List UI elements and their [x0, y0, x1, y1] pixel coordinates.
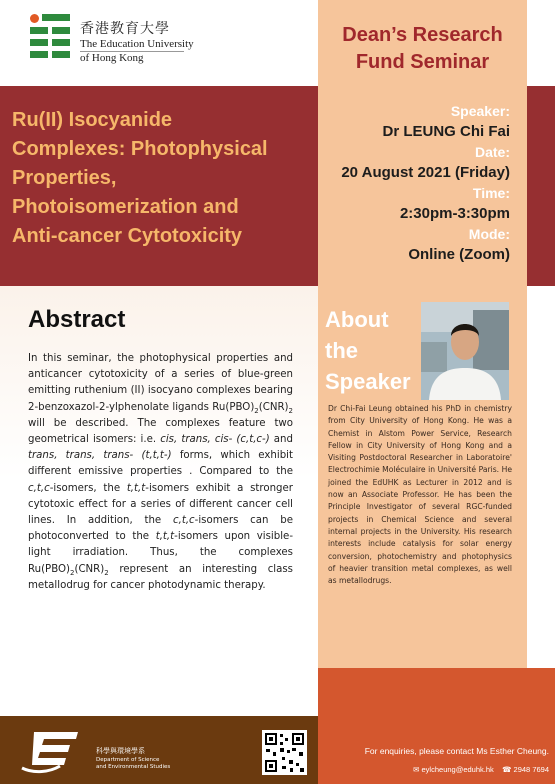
mode-label: Mode: [468, 226, 510, 242]
qr-code-icon[interactable] [262, 730, 307, 775]
contact-email[interactable]: eylcheung@eduhk.hk [421, 765, 494, 774]
seminar-title: Dean’s Research Fund Seminar [342, 24, 503, 73]
phone-icon: ☎ [502, 765, 512, 774]
department-name-zh: 科學與環境學系 [96, 747, 145, 755]
department-name-en: Department of Science and Environmental Studies [96, 757, 171, 770]
speaker-label: Speaker: [450, 103, 510, 119]
event-info [330, 101, 510, 265]
speaker-name: Dr LEUNG Chi Fai [382, 123, 510, 140]
event-mode: Online (Zoom) [408, 246, 510, 263]
event-time: 2:30pm-3:30pm [399, 205, 510, 222]
date-label: Date: [474, 144, 510, 160]
university-logo-icon [30, 14, 74, 68]
time-label: Time: [472, 185, 510, 201]
abstract-heading: Abstract [28, 306, 126, 333]
speaker-bio: Dr Chi-Fai Leung obtained his PhD in chemistry from City University of Hong Kong. He was a Chemist in Alstom Power Service, Research Fellow in City University of Hong Kong and a Visiting Postdoctoral Researcher in Laboratoire' Electrochimie Moléculaire in Université Paris. He joined the EdUHK as Lecturer in 2012 and is now an Associate Professor. He has been the Principle Investigator of several RGC-funded projects in Chemical Science and several internal projects in the University. His research interests include catalysis for solar energy conversion, photochemistry and photophysics of heavier transition metal complexes, as well as metallodrugs. [328, 404, 512, 586]
abstract-body: In this seminar, the photophysical properties and anticancer cytotoxicity of a series of blue-green emitting ruthenium (II) isocyano complexes bearing 2-benzoxazol-2-ylphenolate ligands $Ru(PBO)_2(CNR)_2$ will be described. The complexes feature two geometrical isomers: i.e. cis, trans, cis- (c,t,c-) and trans, trans, trans- (t,t,t-) forms, which exhibit different emissive properties . Compared to the c,t,c-isomers, the t,t,t-isomers exhibit a stronger cytotoxic effect for a series of different cancer cell lines. In addition, the c,t,c-isomers can be photoconverted to the t,t,t-isomers upon visible-light irradiation. Thus, the complexes $Ru(PBO)_2(CNR)_2$ represent an interesting class metallodrug for cancer photodynamic therapy. [28, 353, 293, 591]
enquiry-text: For enquiries, please contact Ms Esther Cheung. [364, 746, 549, 756]
speaker-photo [421, 302, 509, 400]
about-speaker-heading: About the Speaker [325, 307, 411, 394]
event-date: 20 August 2021 (Friday) [341, 164, 510, 181]
contact-phone: 2948 7694 [513, 765, 549, 774]
right-edge-accent [527, 86, 555, 286]
university-name-en: The Education University of Hong Kong [80, 38, 194, 64]
university-name-zh: 香港教育大學 [80, 21, 170, 37]
talk-title: Ru(II) Isocyanide Complexes: Photophysical Properties, Photoisomerization and Anti-cancer Cytotoxicity [12, 109, 268, 247]
email-icon: ✉ [413, 765, 420, 774]
contact-info [324, 765, 549, 774]
department-logo-icon [20, 728, 82, 774]
